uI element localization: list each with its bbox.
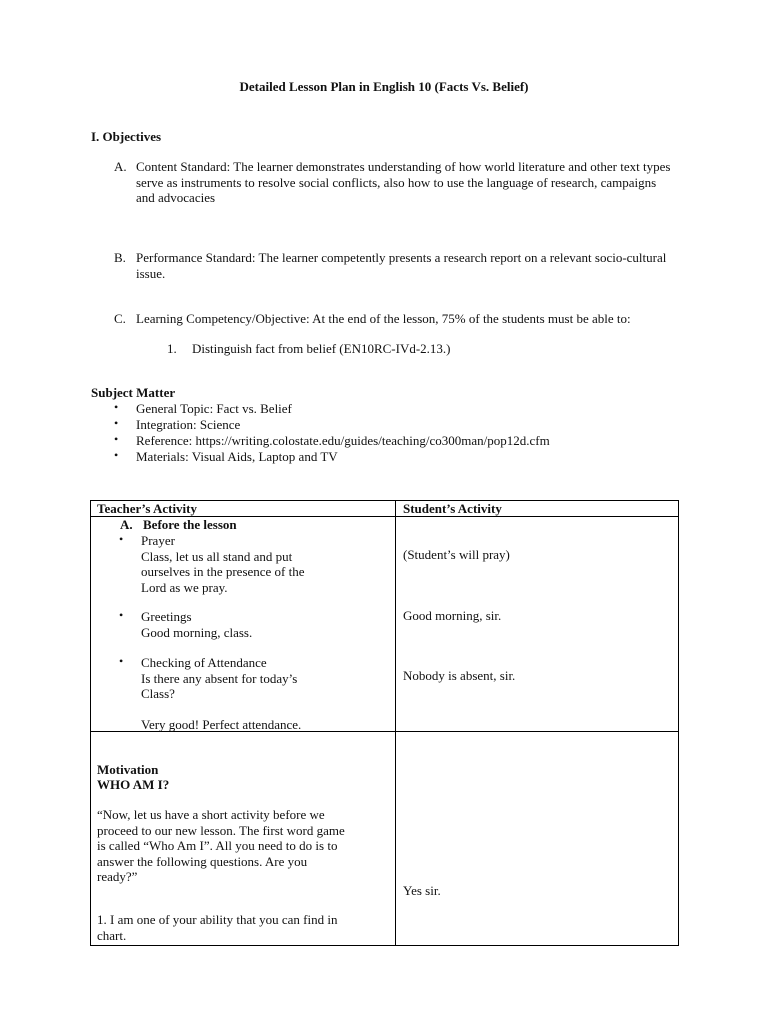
teacher-item-title: Prayer <box>141 533 175 548</box>
instruction-line: ready?” <box>97 869 138 884</box>
list-item <box>114 433 714 449</box>
item-letter: B. <box>114 250 126 265</box>
list-item-text: Reference: https://writing.colostate.edu/guides/teaching/co300man/pop12d.cfm <box>136 433 550 448</box>
teacher-item-line: Class, let us all stand and put <box>141 548 293 564</box>
item-text: Learning Competency/Objective: At the end of the lesson, 75% of the students must be able to: <box>136 311 631 326</box>
objective-item-performance-standard <box>114 250 674 281</box>
header-student-activity: Student’s Activity <box>403 501 502 516</box>
objective-item-learning-competency <box>114 311 674 327</box>
item-text: Performance Standard: The learner competently presents a research report on a relevant socio-cultural issue. <box>136 250 667 281</box>
document-title: Detailed Lesson Plan in English 10 (Facts Vs. Belief) <box>239 79 529 94</box>
instruction-line: proceed to our new lesson. The first word game <box>97 822 345 838</box>
objective-sub-item <box>167 341 687 357</box>
motivation-instructions <box>97 807 387 885</box>
teacher-item-line: Class? <box>141 686 175 701</box>
instruction-line: answer the following questions. Are you <box>97 853 308 869</box>
list-item-text: Materials: Visual Aids, Laptop and TV <box>136 449 338 464</box>
section-label: Before the lesson <box>143 517 237 532</box>
subject-matter-heading: Subject Matter <box>91 385 176 400</box>
list-item <box>114 401 714 417</box>
teacher-item-line: Lord as we pray. <box>141 579 228 595</box>
student-response-attendance: Nobody is absent, sir. <box>403 668 516 683</box>
question-line: 1. I am one of your ability that you can find in <box>97 912 338 927</box>
instruction-line: “Now, let us have a short activity before we <box>97 807 325 822</box>
list-item-text: Integration: Science <box>136 417 241 432</box>
sub-item-text: Distinguish fact from belief (EN10RC-IVd-2.13.) <box>192 341 451 356</box>
bullet-icon: • <box>114 416 119 430</box>
teacher-item-line: Is there any absent for today’s <box>141 670 298 686</box>
objective-item-content-standard <box>114 159 674 206</box>
instruction-line: is called “Who Am I”. All you need to do is to <box>97 838 338 853</box>
teacher-item-line <box>141 702 389 718</box>
subject-matter-list <box>114 401 714 465</box>
bullet-icon: • <box>114 448 119 462</box>
bullet-icon: • <box>114 432 119 446</box>
teacher-item-title: Greetings <box>141 609 192 624</box>
list-item <box>114 417 714 433</box>
item-letter: C. <box>114 311 126 326</box>
teacher-item-greetings <box>119 609 389 640</box>
motivation-question <box>97 912 387 943</box>
teacher-item-attendance <box>119 655 389 733</box>
header-teacher-activity: Teacher’s Activity <box>97 501 198 516</box>
teacher-item-line: Good morning, class. <box>141 624 253 640</box>
teacher-item-title: Checking of Attendance <box>141 655 267 670</box>
student-response-greetings: Good morning, sir. <box>403 608 502 623</box>
column-divider <box>395 501 396 945</box>
item-letter: A. <box>114 159 127 174</box>
list-item-text: General Topic: Fact vs. Belief <box>136 401 292 416</box>
bullet-icon: • <box>119 532 124 546</box>
activity-table <box>90 500 679 946</box>
bullet-icon: • <box>119 654 124 668</box>
student-response-motivation: Yes sir. <box>403 883 441 898</box>
section-letter: A. <box>120 517 133 532</box>
item-text: Content Standard: The learner demonstrates understanding of how world literature and other text types serve as instruments to resolve social conflicts, also how to use the language of research, campaigns and advocacies <box>136 159 671 205</box>
bullet-icon: • <box>114 400 119 414</box>
list-item <box>114 449 714 465</box>
objectives-heading: I. Objectives <box>91 129 162 144</box>
teacher-item-line: Very good! Perfect attendance. <box>141 717 302 732</box>
motivation-heading: Motivation <box>97 762 159 777</box>
motivation-subheading: WHO AM I? <box>97 777 170 792</box>
bullet-icon: • <box>119 608 124 622</box>
sub-item-number: 1. <box>167 341 177 356</box>
student-response-prayer: (Student’s will pray) <box>403 547 510 562</box>
question-line: chart. <box>97 927 127 943</box>
teacher-item-prayer <box>119 533 389 595</box>
teacher-item-line: ourselves in the presence of the <box>141 564 305 579</box>
